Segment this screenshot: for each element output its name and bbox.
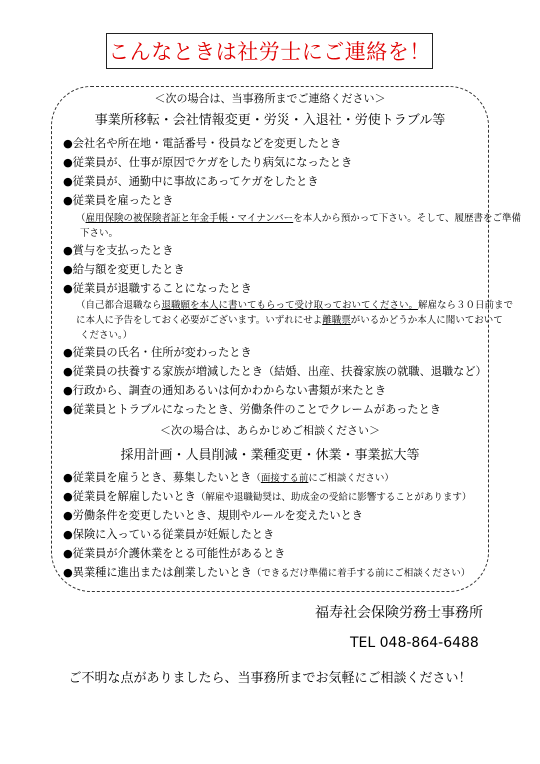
list-item: ●従業員が、通勤中に事故にあってケガをしたとき <box>63 175 319 188</box>
list-item: ●会社名や所在地・電話番号・役員などを変更したとき <box>63 137 342 150</box>
section1-intro: ＜次の場合は、当事務所までご連絡ください＞ <box>154 92 386 105</box>
item-note-pre: （ <box>251 473 261 484</box>
hire-note-rest: を本人から預かって下さい。そして、履歴書をご準備 <box>293 213 521 224</box>
list-item: ●従業員の氏名・住所が変わったとき <box>63 346 252 359</box>
list-item <box>63 567 470 579</box>
page-title: こんなときは社労士にご連絡を！ <box>108 40 431 64</box>
retire-note-d: がいるかどうか本人に聞いておいて <box>350 315 503 326</box>
hire-note-line2: 下さい。 <box>80 228 119 239</box>
item-note: （解雇や退職勧奨は、助成金の受給に影響することがあります） <box>195 492 472 503</box>
list-item: ●従業員が、仕事が原因でケガをしたり病気になったとき <box>63 156 353 169</box>
section2-intro: ＜次の場合は、あらかじめご相談ください＞ <box>160 424 380 437</box>
title-box <box>106 33 433 69</box>
office-name: 福寿社会保険労務士事務所 <box>315 605 483 621</box>
item-main: ●従業員を解雇したいとき <box>63 490 196 503</box>
list-item <box>63 472 394 484</box>
list-item: ●保険に入っている従業員が妊娠したとき <box>63 528 275 541</box>
hire-note-underlined: 雇用保険の被保険者証と年金手帳・マイナンバー <box>85 213 294 224</box>
list-item: ●従業員を雇ったとき <box>63 194 174 207</box>
phone-number: TEL 048-864-6488 <box>350 635 479 651</box>
list-item: ●賞与を支払ったとき <box>63 244 174 257</box>
retire-note-a: （自己都合退職なら <box>76 300 162 311</box>
retire-note-line1 <box>76 301 513 311</box>
section2-heading: 採用計画・人員削減・業種変更・休業・事業拡大等 <box>120 448 420 463</box>
list-item: ●給与額を変更したとき <box>63 263 185 276</box>
list-item: ●従業員の扶養する家族が増減したとき（結婚、出産、扶養家族の就職、退職など） <box>63 365 487 378</box>
hire-note-line1: （雇用保険の被保険者証と年金手帳・マイナンバーを本人から預かって下さい。そして、履歴書をご準備 <box>76 213 521 224</box>
list-item: ●従業員が介護休業をとる可能性があるとき <box>63 547 286 560</box>
rishokuhyo-underlined: 離職票 <box>322 315 351 326</box>
list-item <box>63 491 471 503</box>
closing-message: ご不明な点がありましたら、当事務所までお気軽にご相談ください！ <box>68 671 472 686</box>
item-main: ●異業種に進出または創業したいとき <box>63 566 252 579</box>
retire-note-line2 <box>76 316 503 326</box>
retire-note-c: に本人に予告をしておく必要がございます。いずれにせよ <box>76 315 323 326</box>
section1-heading: 事業所移転・会社情報変更・労災・入退社・労使トラブル等 <box>94 113 446 128</box>
item-note: （できるだけ準備に着手する前にご相談ください） <box>251 568 471 579</box>
item-note-post: にご相談ください） <box>308 473 394 484</box>
retire-note-b: 解雇なら３０日前まで <box>418 300 514 311</box>
item-main: ●従業員を雇うとき、募集したいとき <box>63 471 252 484</box>
list-item: ●労働条件を変更したいとき、規則やルールを変えたいとき <box>63 509 363 522</box>
retire-note-line3: ください。） <box>80 330 133 341</box>
list-item: ●従業員が退職することになったとき <box>63 282 252 295</box>
list-item: ●行政から、調査の通知あるいは何かわからない書類が来たとき <box>63 384 387 397</box>
item-note-underlined: 面接する前 <box>260 473 309 484</box>
list-item: ●従業員とトラブルになったとき、労働条件のことでクレームがあったとき <box>63 403 441 416</box>
retire-note-underlined: 退職願を本人に書いてもらって受け取っておいてください。 <box>161 300 419 311</box>
